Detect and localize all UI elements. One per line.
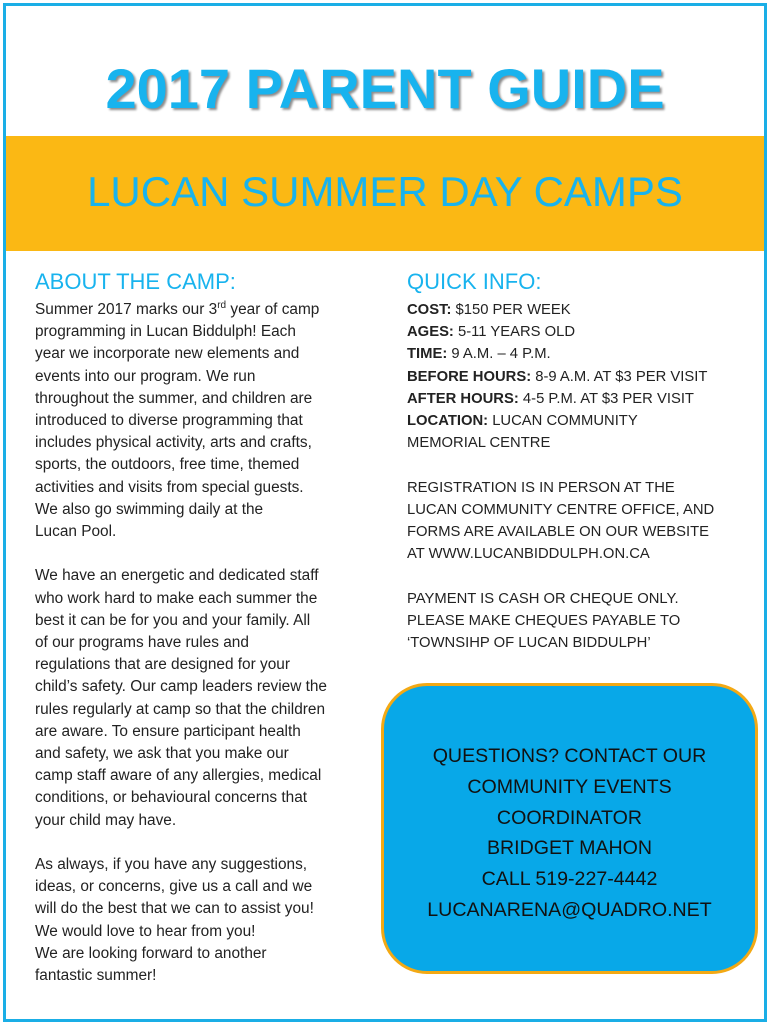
about-line: events into our program. We run	[35, 367, 256, 385]
about-line: Lucan Pool.	[35, 523, 117, 541]
banner-title: LUCAN SUMMER DAY CAMPS	[87, 168, 683, 215]
registration-line: REGISTRATION IS IN PERSON AT THE	[407, 479, 675, 496]
info-row-after-hours: AFTER HOURS: 4-5 P.M. AT $3 PER VISIT	[407, 390, 694, 407]
about-line: We are looking forward to another	[35, 944, 267, 962]
payment-line: PLEASE MAKE CHEQUES PAYABLE TO	[407, 612, 681, 629]
about-line: year we incorporate new elements and	[35, 345, 300, 363]
info-row-ages: AGES: 5-11 YEARS OLD	[407, 324, 576, 341]
contact-line: COMMUNITY EVENTS	[467, 775, 672, 798]
page-title: 2017 PARENT GUIDE	[105, 57, 665, 120]
payment-info	[407, 588, 757, 655]
info-row-cost: COST: $150 PER WEEK	[407, 302, 571, 318]
contact-email: LUCANARENA@QUADRO.NET	[427, 898, 712, 921]
contact-line: COORDINATOR	[496, 806, 643, 829]
info-row-location: LOCATION: LUCAN COMMUNITY	[407, 413, 638, 430]
registration-info	[407, 477, 757, 566]
about-line: throughout the summer, and children are	[35, 389, 313, 407]
about-line: conditions, or behavioural concerns that	[35, 789, 308, 807]
about-text	[35, 299, 375, 987]
about-line: We also go swimming daily at the	[35, 500, 264, 518]
contact-text	[384, 741, 755, 926]
contact-phone: CALL 519-227-4442	[481, 868, 658, 891]
about-line: sports, the outdoors, free time, themed	[35, 456, 300, 474]
about-line: will do the best that we can to assist you!	[35, 900, 314, 918]
about-line: includes physical activity, arts and crafts,	[35, 434, 312, 452]
quick-info-list	[407, 299, 757, 654]
about-line: are aware. To ensure participant health	[35, 722, 301, 740]
about-line: activities and visits from special guests.	[35, 478, 304, 496]
about-line: Summer 2017 marks our 3rd year of camp	[35, 299, 320, 318]
title-banner	[6, 136, 764, 251]
info-row-before-hours: BEFORE HOURS: 8-9 A.M. AT $3 PER VISIT	[407, 368, 708, 385]
about-line: camp staff aware of any allergies, medical	[35, 767, 322, 785]
about-line: We have an energetic and dedicated staff	[35, 567, 319, 585]
contact-name: BRIDGET MAHON	[486, 837, 653, 860]
info-row-location-line2: MEMORIAL CENTRE	[407, 435, 551, 452]
registration-line: AT WWW.LUCANBIDDULPH.ON.CA	[407, 546, 650, 563]
contact-callout	[381, 683, 758, 974]
about-heading: ABOUT THE CAMP:	[35, 269, 236, 294]
payment-line: ‘TOWNSIHP OF LUCAN BIDDULPH’	[407, 635, 651, 652]
about-line: who work hard to make each summer the	[35, 589, 318, 607]
about-line: programming in Lucan Biddulph! Each	[35, 323, 296, 341]
about-paragraph-1	[35, 299, 375, 543]
about-line: best it can be for you and your family. All	[35, 611, 311, 629]
registration-line: LUCAN COMMUNITY CENTRE OFFICE, AND	[407, 501, 715, 518]
about-line: and safety, we ask that you make our	[35, 745, 289, 763]
about-line: We would love to hear from you!	[35, 922, 256, 940]
contact-line: QUESTIONS? CONTACT OUR	[432, 745, 707, 767]
info-row-time: TIME: 9 A.M. – 4 P.M.	[407, 346, 551, 363]
about-line: your child may have.	[35, 811, 177, 829]
about-line: fantastic summer!	[35, 967, 157, 985]
about-line: rules regularly at camp so that the children	[35, 700, 326, 718]
about-line: regulations that are designed for your	[35, 656, 290, 674]
quick-info-heading: QUICK INFO:	[407, 269, 542, 294]
payment-line: PAYMENT IS CASH OR CHEQUE ONLY.	[407, 590, 679, 607]
about-line: introduced to diverse programming that	[35, 412, 303, 430]
about-line: As always, if you have any suggestions,	[35, 856, 308, 874]
parent-guide-page	[3, 3, 767, 1022]
about-line: ideas, or concerns, give us a call and we	[35, 878, 313, 896]
registration-line: FORMS ARE AVAILABLE ON OUR WEBSITE	[407, 524, 710, 541]
about-paragraph-3	[35, 854, 375, 987]
about-line: child’s safety. Our camp leaders review the	[35, 678, 327, 696]
about-line: of our programs have rules and	[35, 634, 249, 652]
about-paragraph-2	[35, 565, 375, 831]
